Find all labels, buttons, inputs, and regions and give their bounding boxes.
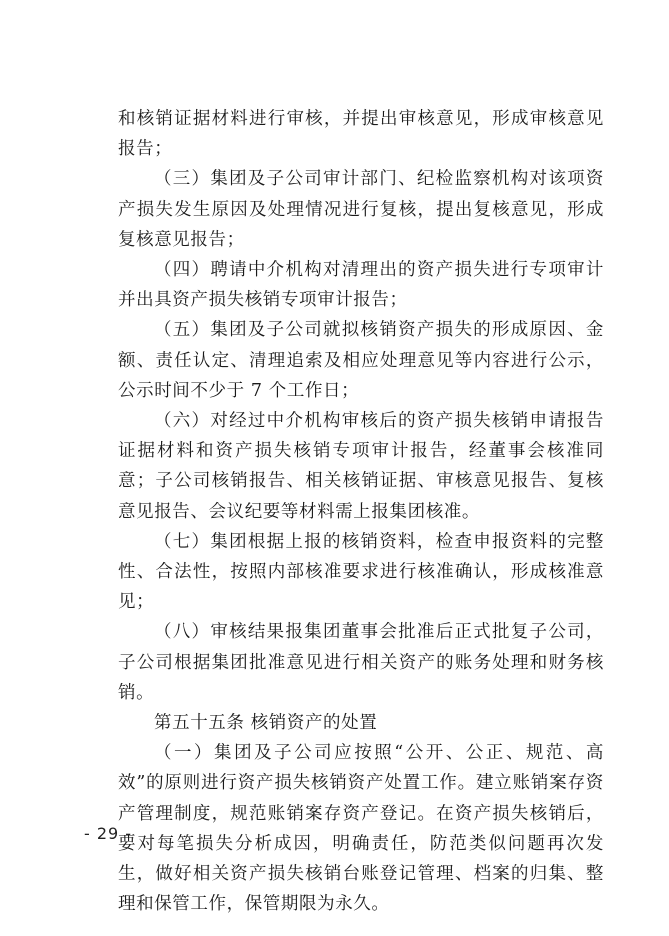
paragraph-item-5: （五）集团及子公司就拟核销资产损失的形成原因、金额、责任认定、清理追索及相应处理意见等内容进行公示，公示时间不少于 7 个工作日； [118, 320, 604, 401]
paragraph-item-4: （四）聘请中介机构对清理出的资产损失进行专项审计并出具资产损失核销专项审计报告； [118, 260, 604, 311]
paragraph-item-3: （三）集团及子公司审计部门、纪检监察机构对该项资产损失发生原因及处理情况进行复核，提出复核意见，形成复核意见报告； [118, 169, 604, 250]
page-number: - 29 - [84, 824, 133, 843]
paragraph-continuation: 和核销证据材料进行审核，并提出审核意见，形成审核意见报告； [118, 109, 604, 160]
paragraph-item-7: （七）集团根据上报的核销资料，检查申报资料的完整性、合法性，按照内部核准要求进行核准确认，形成核准意见； [118, 531, 604, 613]
paragraph-item-8: （八）审核结果报集团董事会批准后正式批复子公司，子公司根据集团批准意见进行相关资产的账务处理和财务核销。 [118, 622, 604, 703]
paragraph-item-6: （六）对经过中介机构审核后的资产损失核销申请报告证据材料和资产损失核销专项审计报告，经董事会核准同意；子公司核销报告、相关核销证据、审核意见报告、复核意见报告、会议纪要等材料需上报集团核准。 [118, 411, 604, 522]
document-body [118, 104, 604, 919]
paragraph-item-1-article-55: （一）集团及子公司应按照“公开、公正、规范、高效”的原则进行资产损失核销资产处置工作。建立账销案存资产管理制度，规范账销案存资产登记。在资产损失核销后，要对每笔损失分析成因，明确责任，防范类似问题再次发生，做好相关资产损失核销台账登记管理、档案的归集、整理和保管工作，保管期限为永久。 [118, 743, 604, 915]
article-heading: 第五十五条 核销资产的处置 [154, 713, 378, 734]
